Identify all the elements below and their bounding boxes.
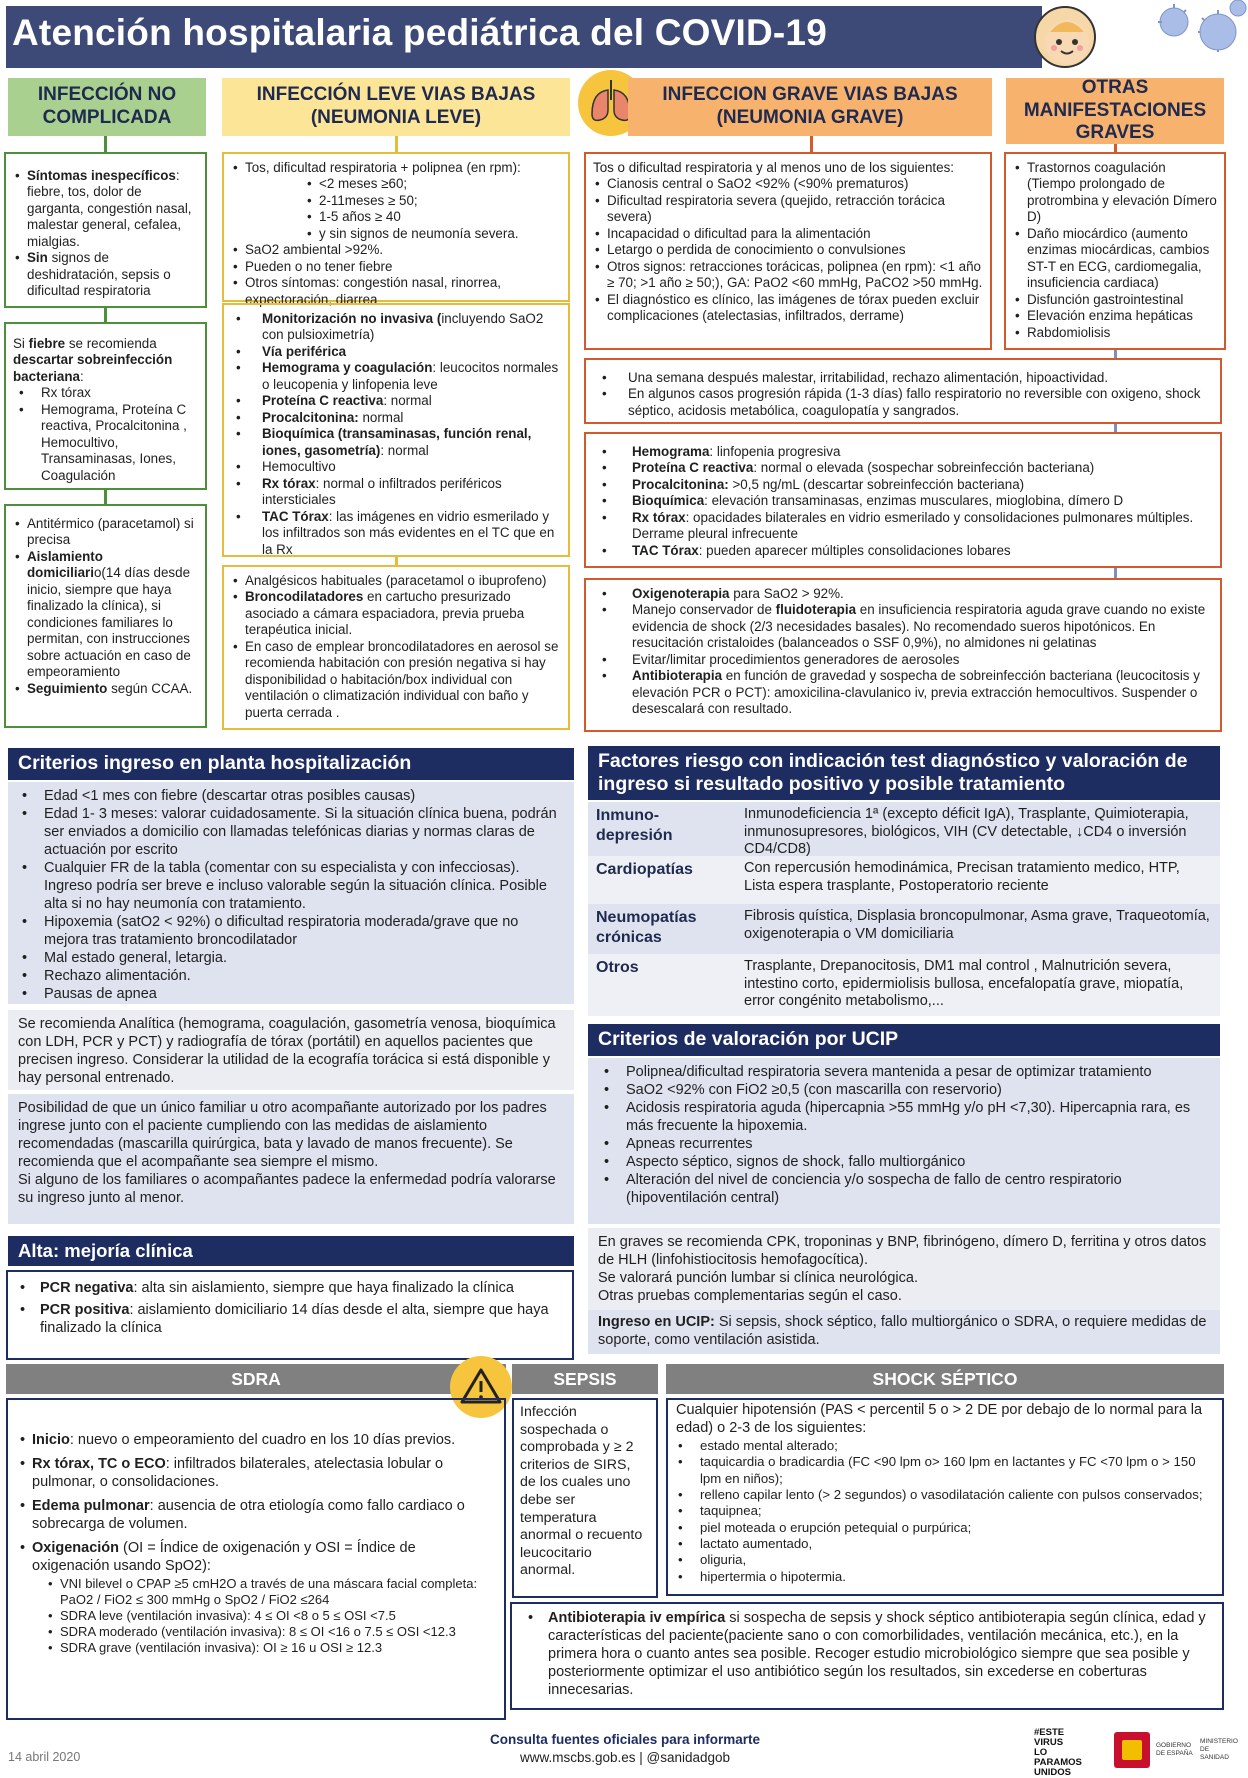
fiebre-box: Si fiebre se recomienda descartar sobreinfección bacteriana: • Rx tórax • Hemograma, Proteína C reactiva, Procalcitonina , Hemocultivo, Transaminasas, Iones, Coagulación	[4, 322, 207, 490]
connector	[1114, 424, 1117, 432]
alta-box: • PCR negativa: alta sin aislamiento, siempre que haya finalizado la clínica • PCR positiva: aislamiento domiciliario 14 días desde el alta, siempre que haya finalizado la clínica	[6, 1270, 574, 1360]
spain-shield-icon	[1114, 1732, 1150, 1768]
connector	[1114, 350, 1117, 358]
neumonia-leve-criterios-box: • Tos, dificultad respiratoria + polipnea (en rpm): • <2 meses ≥60; • 2-11meses ≥ 50; • 1-5 años ≥ 40 • y sin signos de neumonía severa. • SaO2 ambiental >92%. • Pueden o no tener fiebre • Otros síntomas: congestión nasal, rinorrea, expectoración, diarrea	[222, 152, 570, 302]
shock-title: SHOCK SÉPTICO	[666, 1364, 1224, 1394]
date: 14 abril 2020	[8, 1750, 81, 1764]
ingreso-acompanante: Posibilidad de que un único familiar u otro acompañante autorizado por los padres ingrese junto con el paciente cumpliendo con las medidas de aislamiento recomendadas (mascarilla quirúrgica, bata y lavado de manos frecuente). Se recomienda que el acompañante sea siempre el mismo. Si alguno de los familiares o acompañantes padece la enfermedad podría valorarse su ingreso junto al menor.	[8, 1094, 574, 1224]
connector	[1114, 144, 1117, 152]
ministry-label: MINISTERIO DE SANIDAD	[1200, 1738, 1238, 1761]
neumonia-leve-tratamiento-box: • Analgésicos habituales (paracetamol o ibuprofeno) • Broncodilatadores en cartucho presurizado asociado a cámara espaciadora, previa prueba terapéutica inicial. • En caso de emplear broncodilatadores en aerosol se recomienda habitación con presión negativa si hay disponibilidad o habitación/box individual con ventilación o climatización individual con baño y puerta cerrada .	[222, 565, 570, 730]
sdra-title: SDRA	[6, 1364, 506, 1394]
header-infeccion-leve: INFECCIÓN LEVE VIAS BAJAS (NEUMONIA LEVE)	[222, 78, 570, 136]
shock-box: Cualquier hipotensión (PAS < percentil 5 o > 2 DE por debajo de lo normal para la edad) o 2-3 de los siguientes: • estado mental alterado; • taquicardia o bradicardia (FC <90 lpm o> 160 lpm en lactantes y FC <70 lpm o > 150 lpm en niños); • relleno capilar lento (> 2 segundos) o vasodilatación caliente con pulsos conservados; • taquipnea; • piel moteada o erupción petequial o purpúrica; • lactato aumentado, • oliguria, • hipertermia o hipotermia.	[666, 1398, 1224, 1596]
table-row: Cardiopatías Con repercusión hemodinámica, Precisan tratamiento medico, HTP, Lista espera trasplante, Postoperatorio reciente	[588, 856, 1220, 904]
connector	[104, 308, 107, 322]
neumonia-grave-tratamiento-box: • Oxigenoterapia para SaO2 > 92%. • Manejo conservador de fluidoterapia en insuficiencia respiratoria aguda grave cuando no existe evidencia de shock (2/3 necesidades basales). No recomendado sueros hipotónicos. En resucitación cristaloides (balanceados o SSF 0,9%), no almidones ni gelatinas • Evitar/limitar procedimientos generadores de aerosoles • Antibioterapia en función de gravedad y sospecha de sobreinfección bacteriana (leucocitosis y elevación PCR o PCT): amoxicilina-clavulanico iv, previa extracción hemocultivos. Suspender o desescalará con resultado.	[584, 578, 1222, 732]
sepsis-title: SEPSIS	[512, 1364, 658, 1394]
connector	[1114, 568, 1117, 578]
footer-links[interactable]: www.mscbs.gob.es | @sanidadgob	[519, 1750, 731, 1765]
connector	[104, 136, 107, 152]
gov-label: GOBIERNO DE ESPAÑA	[1156, 1742, 1193, 1757]
ingreso-title: Criterios ingreso en planta hospitalización	[8, 748, 574, 780]
sdra-box: • Inicio: nuevo o empeoramiento del cuadro en los 10 días previos. • Rx tórax, TC o ECO: infiltrados bilaterales, atelectasia lobular o pulmonar, o consolidaciones. • Edema pulmonar: ausencia de otra etiología como fallo cardiaco o sobrecarga de volumen. • Oxigenación (OI = Índice de oxigenación y OSI = Índice de oxigenación usando SpO2): • VNI bilevel o CPAP ≥5 cmH2O a través de una máscara facial completa: PaO2 / FiO2 ≤ 300 mmHg o SpO2 / FiO2 ≤264 • SDRA leve (ventilación invasiva): 4 ≤ OI <8 o 5 ≤ OSI <7.5 • SDRA moderado (ventilación invasiva): 8 ≤ OI <16 o 7.5 ≤ OSI <12.3 • SDRA grave (ventilación invasiva): OI ≥ 16 u OSI ≥ 12.3	[6, 1398, 506, 1720]
ucip-list: • Polipnea/dificultad respiratoria severa mantenida a pesar de optimizar tratamiento • SaO2 <92% con FiO2 ≥0,5 (con mascarilla con reservorio) • Acidosis respiratoria aguda (hipercapnia >55 mmHg y/o pH <7,30). Hipercapnia rara, es más frecuente la hipoxemia. • Apneas recurrentes • Aspecto séptico, signos de shock, fallo multiorgánico • Alteración del nivel de conciencia y/o sospecha de fallo de centro respiratorio (hipoventilación central)	[588, 1058, 1220, 1224]
slogan-logo: #ESTE VIRUS LO PARAMOS UNIDOS	[1034, 1727, 1082, 1778]
riesgo-title: Factores riesgo con indicación test diagnóstico y valoración de ingreso si resultado positivo y posible tratamiento	[588, 746, 1220, 800]
table-row: Neumopatías crónicas Fibrosis quística, Displasia broncopulmonar, Asma grave, Traqueotomía, oxigenoterapia o VM domiciliaria	[588, 904, 1220, 954]
ucip-pruebas: En graves se recomienda CPK, troponinas y BNP, fibrinógeno, dímero D, ferritina y otros datos de HLH (linfohistiocitosis hemofagocítica). Se valorará punción lumbar si clínica neurológica. Otras pruebas complementarias según el caso. Ingreso en UCIP: Si sepsis, shock séptico, fallo multiorgánico o SDRA, o requiere medidas de soporte, como ventilación asistida.	[588, 1228, 1220, 1352]
ucip-title: Criterios de valoración por UCIP	[588, 1024, 1220, 1056]
header-infeccion-grave: INFECCION GRAVE VIAS BAJAS (NEUMONIA GRAVE)	[628, 78, 992, 136]
page-title: Atención hospitalaria pediátrica del COVID-19	[12, 12, 827, 53]
connector	[395, 136, 398, 152]
ingreso-analitica: Se recomienda Analítica (hemograma, coagulación, gasometría venosa, bioquímica con LDH, PCR y PCT) y radiografía de tórax (portátil) en aquellos pacientes que precisen ingreso. Considerar la utilidad de la ecografía torácica si está disponible y hay personal entrenado.	[8, 1010, 574, 1090]
riesgo-table	[588, 802, 1220, 1016]
header-infeccion-no-complicada: INFECCIÓN NO COMPLICADA	[8, 78, 206, 136]
alta-title: Alta: mejoría clínica	[8, 1236, 574, 1266]
sepsis-box: Infección sospechada o comprobada y ≥ 2 criterios de SIRS, de los cuales uno debe ser temperatura anormal o recuento leucocitario anormal.	[512, 1398, 658, 1598]
neumonia-grave-criterios-box: Tos o dificultad respiratoria y al menos uno de los siguientes: • Cianosis central o SaO2 <92% (<90% prematuros) • Dificultad respiratoria severa (quejido, retracción torácica severa) • Incapacidad o dificultad para la alimentación • Letargo o perdida de conocimiento o convulsiones • Otros signos: retracciones torácicas, polipnea (en rpm): <1 año ≥ 70; >1 año ≥ 50;), GA: PaO2 <60 mmHg, PaCO2 >50 mmHg. • El diagnóstico es clínico, las imágenes de tórax pueden excluir complicaciones (atelectasias, infiltrados, derrame)	[584, 152, 992, 350]
antibioterapia-box: • Antibioterapia iv empírica si sospecha de sepsis y shock séptico antibioterapia según clínica, edad y características del paciente(paciente sano o con comorbilidades, ventilación mecánica, etc.), en la primera hora o cuanto antes sea posible. Recoger estudio microbiológico siempre que sea posible y posteriormente optimizar el uso antibiótico según los resultados, sin excederse en coberturas innecesarias.	[510, 1602, 1224, 1710]
evolucion-box: • Una semana después malestar, irritabilidad, rechazo alimentación, hipoactividad. • En algunos casos progresión rápida (1-3 días) fallo respiratorio no reversible con oxigeno, shock séptico, acidosis metabólica, coagulopatía y sangrados.	[584, 358, 1222, 424]
government-logo	[1114, 1732, 1240, 1768]
ingreso-list: • Edad <1 mes con fiebre (descartar otras posibles causas) • Edad 1- 3 meses: valorar cuidadosamente. Si la situación clínica buena, podrán ser enviados a domicilio con llamadas telefónicas diarias y normas claras de actuación por escrito • Cualquier FR de la tabla (comentar con su especialista y con infecciosas). Ingreso podría ser breve e incluso valorable según la situación clínica. Posible alta si no hay neumonía con tratamiento. • Hipoxemia (satO2 < 92%) o dificultad respiratoria moderada/grave que no mejora tras tratamiento broncodilatador • Mal estado general, letargia. • Rechazo alimentación. • Pausas de apnea	[8, 782, 574, 1004]
header-otras-manifestaciones: OTRAS MANIFESTACIONES GRAVES	[1006, 78, 1224, 144]
footer-title: Consulta fuentes oficiales para informarte	[489, 1732, 761, 1747]
baby-face-icon	[1034, 6, 1096, 68]
sintomas-box: • Síntomas inespecíficos: fiebre, tos, dolor de garganta, congestión nasal, malestar general, cefalea, mialgias. • Sin signos de deshidratación, sepsis o dificultad respiratoria	[4, 152, 207, 308]
neumonia-leve-pruebas-box: • Monitorización no invasiva (incluyendo SaO2 con pulsioximetría) • Vía periférica • Hemograma y coagulación: leucocitos normales o leucopenia y linfopenia leve • Proteína C reactiva: normal • Procalcitonina: normal • Bioquímica (transaminasas, función renal, iones, gasometría): normal • Hemocultivo • Rx tórax: normal o infiltrados periféricos intersticiales • TAC Tórax: las imágenes en vidrio esmerilado y los infiltrados son más evidentes en el TC que en la Rx	[222, 303, 570, 557]
connector	[810, 136, 813, 152]
tratamiento-no-complicada-box: • Antitérmico (paracetamol) si precisa • Aislamiento domiciliario(14 días desde inicio, siempre que haya finalizado la clínica), si condiciones familiares lo permitan, con instrucciones sobre actuación en caso de empeoramiento • Seguimiento según CCAA.	[4, 504, 207, 728]
connector	[104, 490, 107, 504]
neumonia-grave-pruebas-box: • Hemograma: linfopenia progresiva • Proteína C reactiva: normal o elevada (sospechar sobreinfección bacteriana) • Procalcitonina: >0,5 ng/mL (descartar sobreinfección bacteriana) • Bioquímica: elevación transaminasas, enzimas musculares, mioglobina, dímero D • Rx tórax: opacidades bilaterales en vidrio esmerilado y consolidaciones pulmonares múltiples. Derrame pleural infrecuente • TAC Tórax: pueden aparecer múltiples consolidaciones lobares	[584, 432, 1222, 568]
otras-manifestaciones-box: • Trastornos coagulación (Tiempo prolongado de protrombina y elevación Dímero D) • Daño miocárdico (aumento enzimas miocárdicas, cambios ST-T en ECG, cardiomegalia, insuficiencia cardiaca) • Disfunción gastrointestinal • Elevación enzima hepáticas • Rabdomiolisis	[1004, 152, 1226, 350]
table-row: Inmuno-depresión Inmunodeficiencia 1ª (excepto déficit IgA), Trasplante, Quimioterapia, inmunosupresores, biológicos, VIH (CV detectable, ↓CD4 o inversión CD4/CD8)	[588, 802, 1220, 856]
virus-icon	[1140, 2, 1244, 68]
table-row: Otros Trasplante, Drepanocitosis, DM1 mal control , Malnutrición severa, intestino corto, epidermiolisis bullosa, encefalopatía grave, miopatía, error congénito metabolismo,...	[588, 954, 1220, 1016]
